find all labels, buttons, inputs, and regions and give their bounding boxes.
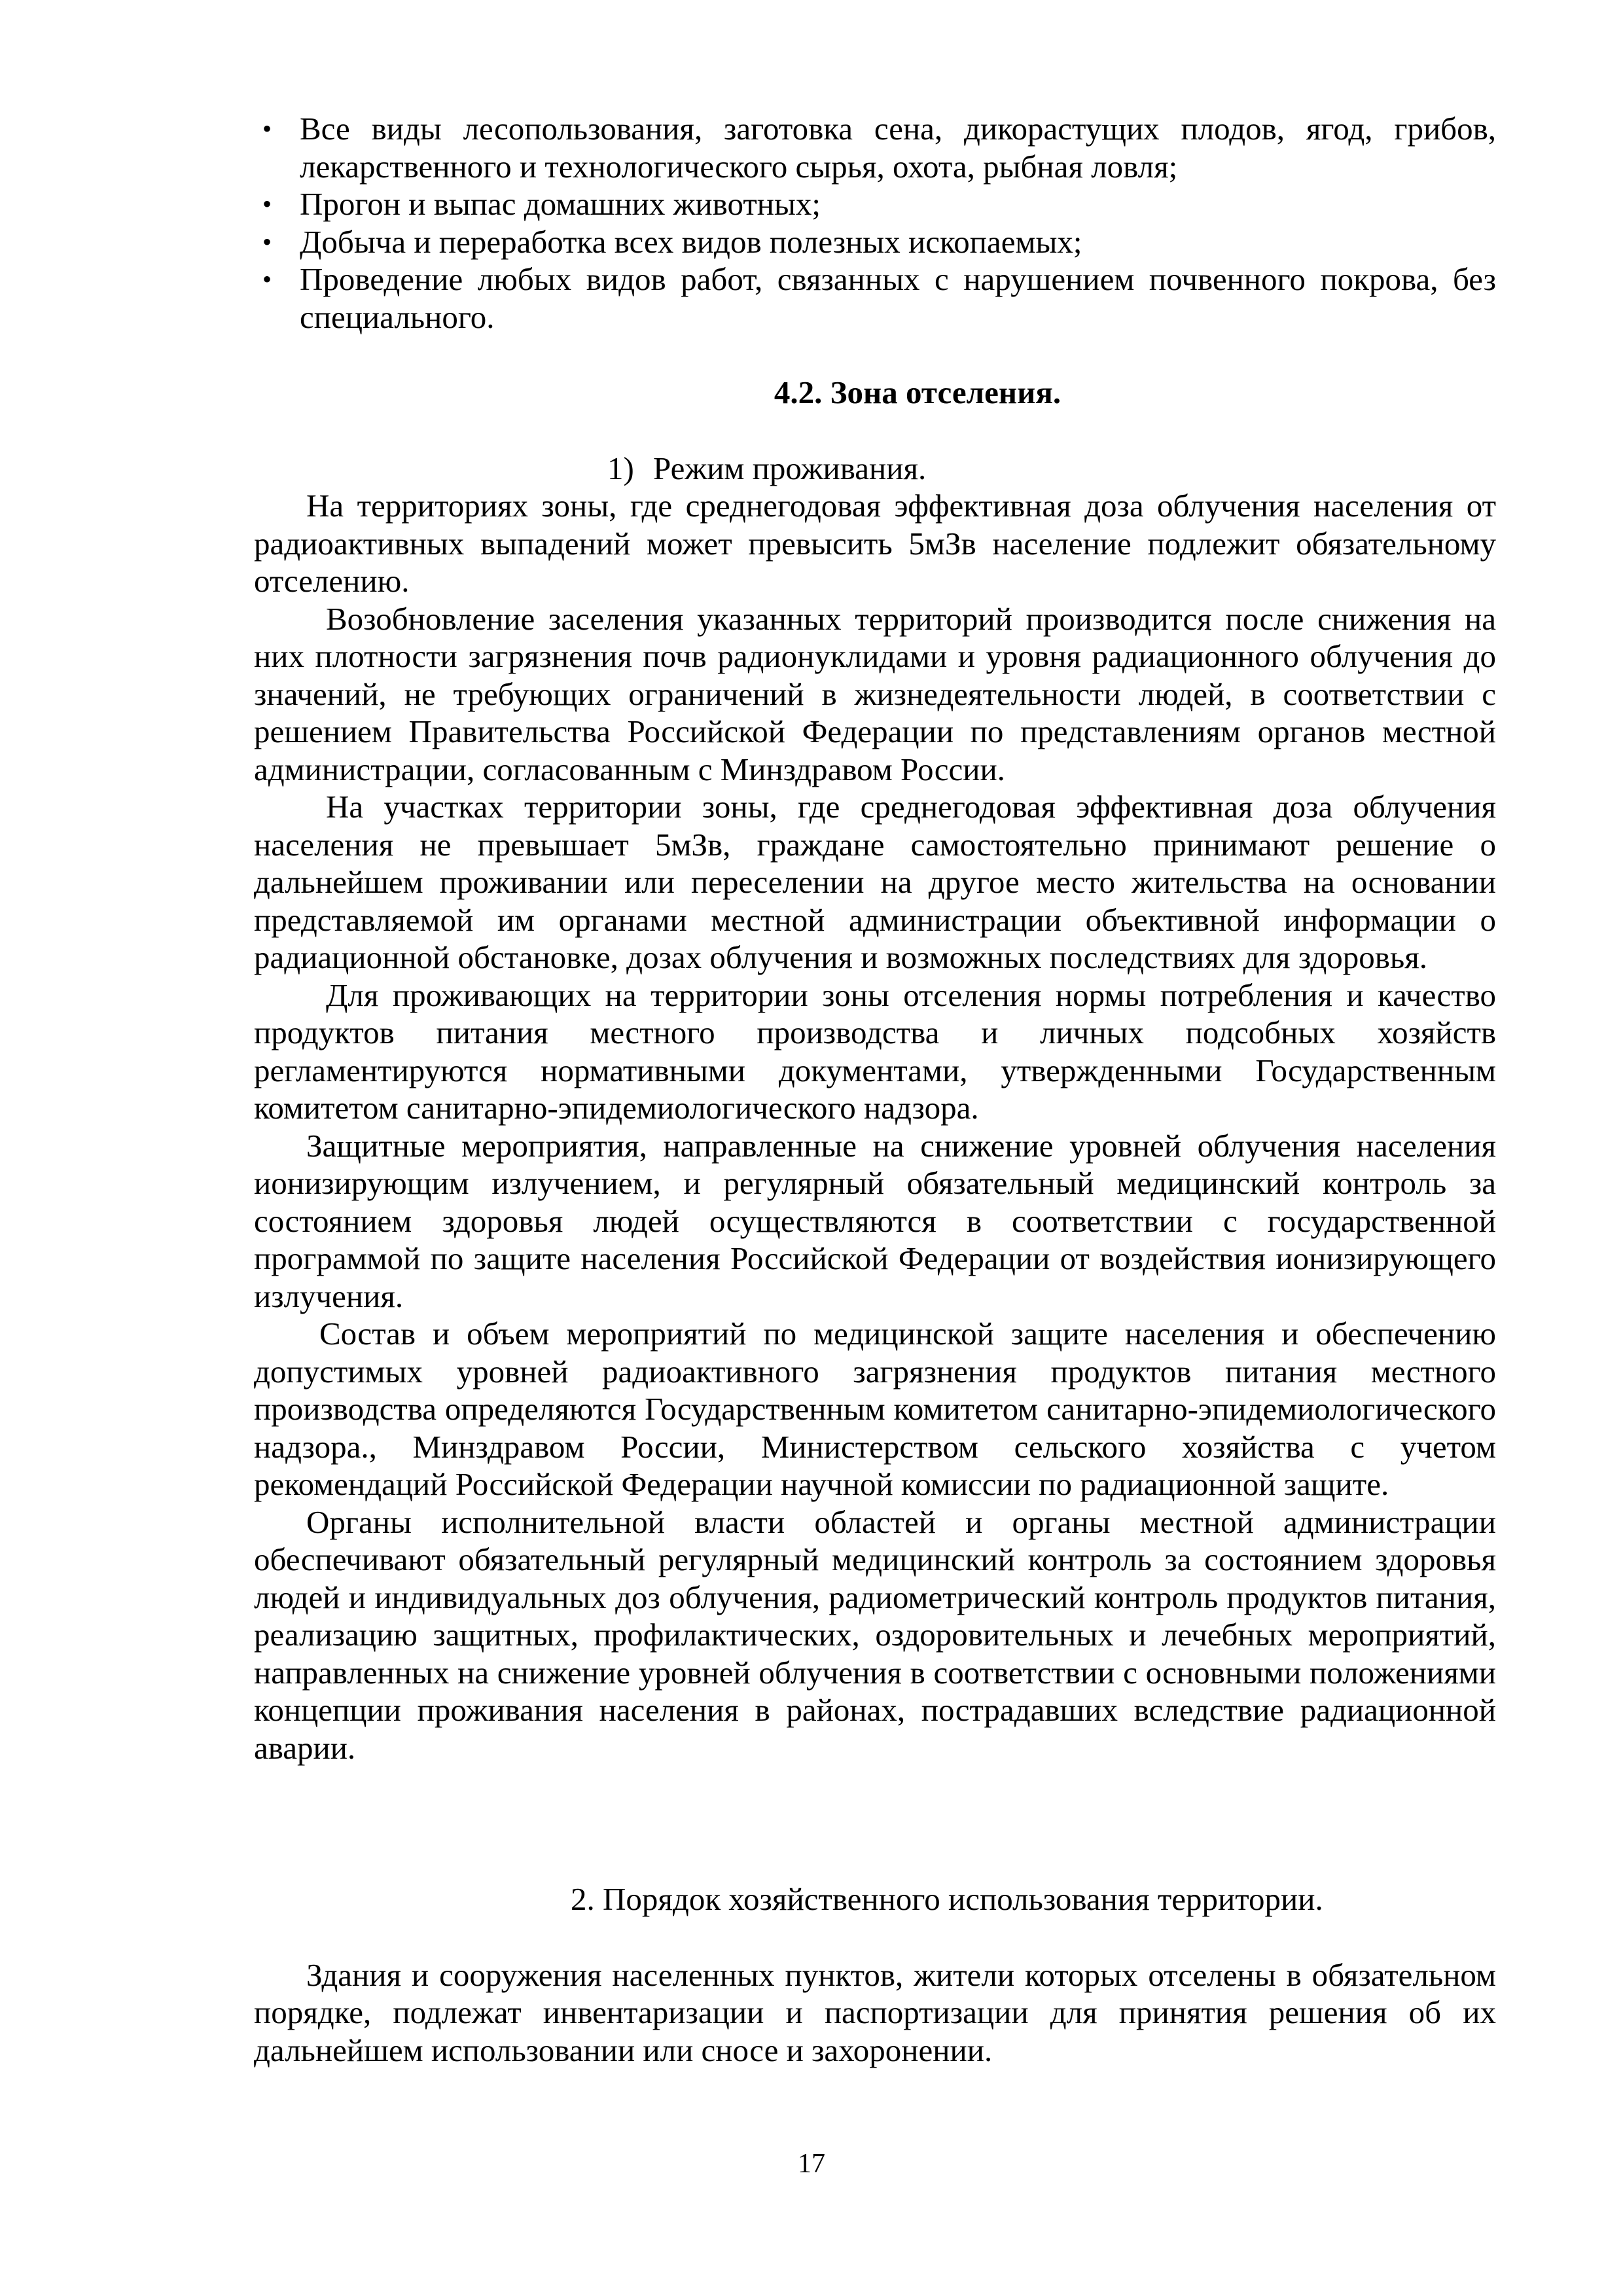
subsection-heading-living-regime — [254, 450, 1496, 488]
paragraph: Возобновление заселения указанных территорий производится после снижения на них плотности загрязнения почв радионуклидами и уровня радиационного облучения до значений, не требующих ограничений в жизнедеятельности людей, в соответствии с решением Правительства Российской Федерации по представлениям органов местной администрации, согласованным с Минздравом России. — [254, 600, 1496, 787]
paragraph: Состав и объем мероприятий по медицинской защите населения и обеспечению допустимых уровней радиоактивного загрязнения продуктов питания местного производства определяются Государственным комитетом санитарно-эпидемиологического надзора., Минздравом России, Министерством сельского хозяйства с учетом рекомендаций Российской Федерации научной комиссии по радиационной защите. — [254, 1316, 1496, 1502]
list-item: • Проведение любых видов работ, связанных с нарушением почвенного покрова, без специального. — [254, 260, 1496, 336]
subsection-title: Режим проживания. — [653, 450, 927, 486]
list-item: • Все виды лесопользования, заготовка сена, дикорастущих плодов, ягод, грибов, лекарственного и технологического сырья, охота, рыбная ловля; — [254, 110, 1496, 185]
list-item: • Добыча и переработка всех видов полезных ископаемых; — [254, 223, 1496, 261]
paragraph: Для проживающих на территории зоны отселения нормы потребления и качество продуктов питания местного производства и личных подсобных хозяйств регламентируются нормативными документами, утвержденными Государственным комитетом санитарно-эпидемиологического надзора. — [254, 977, 1496, 1126]
paragraph: Здания и сооружения населенных пунктов, жители которых отселены в обязательном порядке, подлежат инвентаризации и паспортизации для принятия решения об их дальнейшем использовании или сносе и захоронении. — [254, 1956, 1496, 2068]
paragraph: Органы исполнительной власти областей и органы местной администрации обеспечивают обязательный регулярный медицинский контроль за состоянием здоровья людей и индивидуальных доз облучения, радиометрический контроль продуктов питания, реализацию защитных, профилактических, оздоровительных и лечебных мероприятий, направленных на снижение уровней облучения в соответствии с основными положениями концепции проживания населения в районах, пострадавших вследствие радиационной аварии. — [254, 1503, 1496, 1766]
section-heading-zone-resettlement: 4.2. Зона отселения. — [774, 374, 1061, 410]
page-number: 17 — [798, 2149, 825, 2179]
subsection-number: 1) — [607, 450, 634, 486]
bullet-icon: • — [262, 114, 272, 143]
document-page — [254, 110, 1496, 2069]
restriction-list — [254, 110, 1496, 336]
paragraph: На территориях зоны, где среднегодовая эффективная доза облучения населения от радиоактивных выпадений может превысить 5мЗв население подлежит обязательному отселению. — [254, 488, 1496, 599]
bullet-icon: • — [262, 264, 272, 294]
bullet-icon: • — [262, 226, 272, 257]
list-item: • Прогон и выпас домашних животных; — [254, 185, 1496, 223]
section-heading-land-use: 2. Порядок хозяйственного использования территории. — [571, 1881, 1323, 1917]
bullet-icon: • — [262, 189, 272, 219]
paragraph: На участках территории зоны, где среднегодовая эффективная доза облучения населения не превышает 5мЗв, граждане самостоятельно принимают решение о дальнейшем проживании или переселении на другое место жительства на основании представляемой им органами местной администрации объективной информации о радиационной обстановке, дозах облучения и возможных последствиях для здоровья. — [254, 789, 1496, 975]
paragraph: Защитные мероприятия, направленные на снижение уровней облучения населения ионизирующим излучением, и регулярный обязательный медицинский контроль за состоянием здоровья людей осуществляются в соответствии с государственной программой по защите населения Российской Федерации от воздействия ионизирующего излучения. — [254, 1127, 1496, 1314]
